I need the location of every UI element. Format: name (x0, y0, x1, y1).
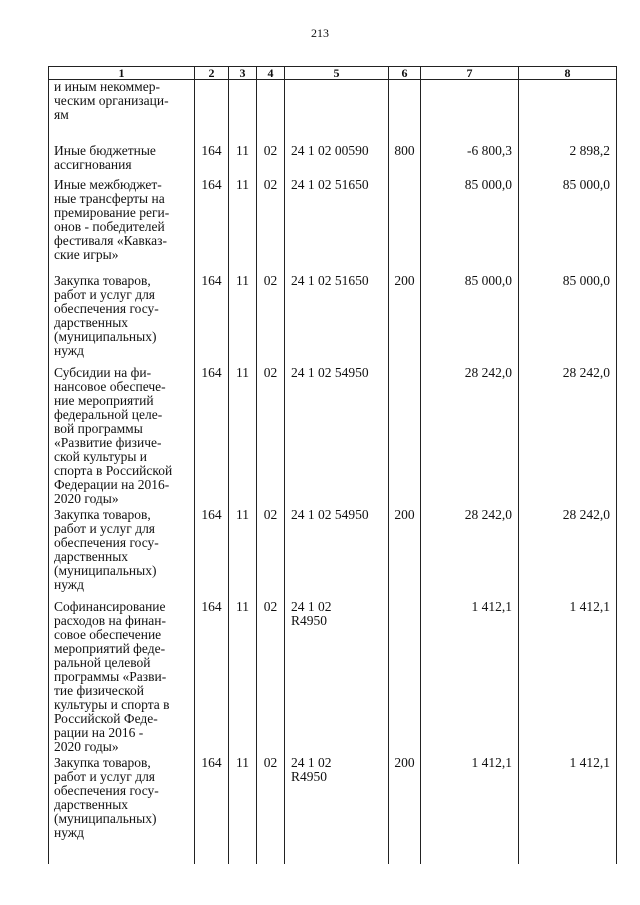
budget-table (48, 66, 617, 864)
column-header: 2 (195, 67, 229, 80)
cell-col-3: 11 (229, 274, 257, 366)
cell-col-5: 24 1 02 54950 (285, 508, 389, 600)
cell-col-6: 200 (389, 274, 421, 366)
cell-col-7: -6 800,3 (421, 144, 519, 178)
cell-col-2: 164 (195, 756, 229, 864)
cell-col-5: 24 1 02 54950 (285, 366, 389, 508)
cell-col-3: 11 (229, 600, 257, 756)
cell-col-2: 164 (195, 178, 229, 274)
cell-col-6: 800 (389, 144, 421, 178)
column-header: 8 (519, 67, 617, 80)
cell-col-5: 24 1 02 00590 (285, 144, 389, 178)
row-name-cell: Закупка товаров, работ и услуг для обеспечения госу- дарственных (муниципальных) нужд (49, 508, 195, 600)
column-header: 1 (49, 67, 195, 80)
cell-col-6: 200 (389, 756, 421, 864)
cell-col-5: 24 1 02 51650 (285, 274, 389, 366)
row-name-cell: Иные межбюджет- ные трансферты на премирование реги- онов - победителей фестиваля «Кавказ- ские игры» (49, 178, 195, 274)
row-name-cell: Закупка товаров, работ и услуг для обеспечения госу- дарственных (муниципальных) нужд (49, 274, 195, 366)
cell-col-4: 02 (257, 756, 285, 864)
cell-col-8: 1 412,1 (519, 600, 617, 756)
cell-col-4: 02 (257, 366, 285, 508)
column-header: 7 (421, 67, 519, 80)
cell-col-3: 11 (229, 756, 257, 864)
cell-col-2: 164 (195, 274, 229, 366)
table-row (49, 144, 617, 178)
cell-col-8: 1 412,1 (519, 756, 617, 864)
cell-col-5: 24 1 02 R4950 (285, 756, 389, 864)
cell-col-2: 164 (195, 366, 229, 508)
row-name-cell: Субсидии на фи- нансовое обеспече- ние мероприятий федеральной целе- вой программы «Развитие физиче- ской культуры и спорта в Российской Федерации на 2016- 2020 годы» (49, 366, 195, 508)
page-number: 213 (311, 26, 329, 40)
cell-col-2: 164 (195, 600, 229, 756)
table-row (49, 600, 617, 756)
table-body (49, 80, 617, 865)
cell-col-4: 02 (257, 508, 285, 600)
cell-col-2: 164 (195, 508, 229, 600)
cell-col-8: 85 000,0 (519, 274, 617, 366)
cell-col-7: 1 412,1 (421, 600, 519, 756)
cell-col-4: 02 (257, 144, 285, 178)
cell-col-6 (389, 600, 421, 756)
column-header: 4 (257, 67, 285, 80)
cell-col-6 (389, 80, 421, 145)
cell-col-7: 85 000,0 (421, 274, 519, 366)
cell-col-3: 11 (229, 144, 257, 178)
cell-col-6 (389, 178, 421, 274)
cell-col-7: 1 412,1 (421, 756, 519, 864)
cell-col-2: 164 (195, 144, 229, 178)
cell-col-8: 28 242,0 (519, 366, 617, 508)
cell-col-4: 02 (257, 600, 285, 756)
cell-col-3: 11 (229, 508, 257, 600)
cell-col-5: 24 1 02 R4950 (285, 600, 389, 756)
cell-col-3 (229, 80, 257, 145)
cell-col-4: 02 (257, 274, 285, 366)
column-header: 5 (285, 67, 389, 80)
cell-col-6 (389, 366, 421, 508)
cell-col-7: 28 242,0 (421, 366, 519, 508)
row-name-cell: Закупка товаров, работ и услуг для обеспечения госу- дарственных (муниципальных) нужд (49, 756, 195, 864)
cell-col-8: 28 242,0 (519, 508, 617, 600)
cell-col-2 (195, 80, 229, 145)
table-header-row (49, 67, 617, 80)
column-header: 6 (389, 67, 421, 80)
cell-col-7: 28 242,0 (421, 508, 519, 600)
row-name-cell: Иные бюджетные ассигнования (49, 144, 195, 178)
cell-col-6: 200 (389, 508, 421, 600)
row-name-cell: Софинансирование расходов на финан- совое обеспечение мероприятий феде- ральной целевой программы «Разви- тие физической культуры и спорта в Российской Феде- рации на 2016 - 2020 годы» (49, 600, 195, 756)
table-row (49, 508, 617, 600)
cell-col-5 (285, 80, 389, 145)
cell-col-4 (257, 80, 285, 145)
table-row (49, 178, 617, 274)
cell-col-3: 11 (229, 366, 257, 508)
cell-col-3: 11 (229, 178, 257, 274)
cell-col-8: 85 000,0 (519, 178, 617, 274)
cell-col-4: 02 (257, 178, 285, 274)
column-header: 3 (229, 67, 257, 80)
row-name-cell: и иным некоммер- ческим организаци- ям (49, 80, 195, 145)
table-row (49, 80, 617, 145)
cell-col-8 (519, 80, 617, 145)
cell-col-7 (421, 80, 519, 145)
table-row (49, 366, 617, 508)
cell-col-7: 85 000,0 (421, 178, 519, 274)
cell-col-8: 2 898,2 (519, 144, 617, 178)
table-row (49, 274, 617, 366)
cell-col-5: 24 1 02 51650 (285, 178, 389, 274)
table-row (49, 756, 617, 864)
